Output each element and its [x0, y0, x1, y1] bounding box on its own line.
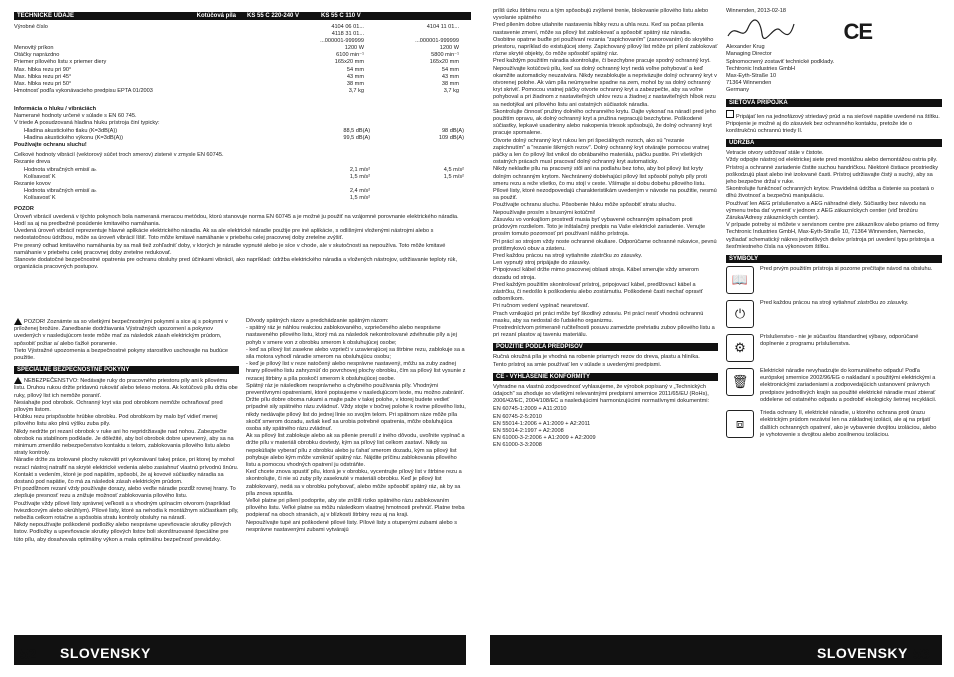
- spec-value-1: 1,5 m/s²: [349, 195, 371, 202]
- noise-block: [14, 106, 464, 274]
- intended-use-text: Ručná okružná píla je vhodná na robenie priamych rezov do dreva, plastu a hliníka. Tento prístroj sa smie používať len v súlade s uvedenými predpismi.: [493, 354, 700, 368]
- spec-value-1: 165x20 mm: [334, 59, 364, 66]
- spec-value-1: 38 mm: [346, 80, 364, 87]
- spec-row: [14, 88, 464, 95]
- ce-text: Vyhradne na vlastnú zodpovednosť vyhlasujeme, že výrobok popísaný v „Technických údajoch" sa zhoduje so všetkými relevantnými predpismi smernice 2011/65/EU (RoHs), 2006/42/EC, 2004/108/EC a nasledujúcimi harmonizujúcimi normatívnymi dokumentmi:: [493, 383, 710, 405]
- spec-value-1: 1200 W: [344, 45, 364, 52]
- spec-row: [14, 195, 464, 202]
- symbol-row: [726, 334, 942, 362]
- vibration-group-title: Rezanie dreva: [14, 159, 51, 166]
- special-safety-title: ŠPECIÁLNE BEZPEČNOSTNÉ POKYNY: [14, 366, 239, 374]
- spec-row: [14, 59, 464, 66]
- spec-value-2: 109 dB(A): [438, 134, 465, 141]
- symbols-list: [726, 266, 942, 439]
- unplug-icon: ⏻: [726, 300, 754, 328]
- spec-value-2: [370, 188, 464, 195]
- mains-text: Pripájať len na jednofázový striedavý prúd a na sieťové napätie uvedené na štítku. Pripojenie je možné aj do zásuviek bez ochranného kontaktu, pretože ide o konštrukčnú ochrannú triedy II.: [726, 113, 940, 135]
- left-page-number: 52: [20, 646, 37, 663]
- spec-label: Max. hĺbka rezu pri 90°: [14, 66, 72, 73]
- symbol-text: Elektrické náradie nevyhadzujte do komunálneho odpadu! Podľa európskej smernice 2002/96/EG o nakladaní s použitými elektrickými a elektronickými zariadeniami a zodpovedajúcich ustanovení právnych predpisov jednotlivých krajín sa použité elektrické náradie musí zbierať oddelene od ostatného odpadu a podrobiť ekologicky šetrnej recyklácii.: [760, 368, 937, 403]
- spec-value-2: 3,7 kg: [443, 87, 459, 94]
- maintenance-title: ÚDRŽBA: [726, 139, 942, 147]
- spec-value-2: 165x20 mm: [429, 59, 459, 66]
- spec-row: [14, 52, 464, 59]
- spec-row: [14, 167, 464, 174]
- symbol-text: Trieda ochrany II, elektrické náradie, u ktorého ochrana proti úrazu elektrickým prúdom nezávisí len na základnej izolácii, ale aj na prijatí ďalších ochranných opatrení, ako je vybavenie dvojitou izoláciou, alebo je vyhotovenie s dvojitou alebo zosilnenou izoláciou.: [760, 410, 937, 438]
- read-manual-icon: 📖: [726, 266, 754, 294]
- symbols-title: SYMBOLY: [726, 255, 942, 263]
- spec-value-2: 1,5 m/s²: [443, 173, 465, 180]
- spec-value-1: 4104 06 01...: [331, 24, 364, 30]
- right-page-number: 53: [913, 646, 930, 663]
- spec-row: [14, 128, 464, 135]
- special-safety-text-a: NEBEZPEČENSTVO: Nedávajte ruky do pracovného priestoru píly ani k pílovému listu. Druhou rukou držte prídavnú rukoväť alebo teleso motora. Ak kotúčovú pílu držia obe ruky, pílový list ich nemôže poraniť. Nesiahajte pod obrobok. Ochranný kryt vás pod obrobkom nemôže ochrañovať pred pílovým listom. Hrúbku rezu prispôsobte hrúbke obrobku. Pod obrobkom by malo byť vidieť menej pílového listu ako plnú výšku zuba píly. Nikdy nedržte pri rezaní obrobok v ruke ani ho nepridržiavajte nad nohou. Zabezpečte obrobok na stabilnom podklade. Je dôležité, aby bol obrobok dobre upevnený, aby sa na minimum zmenšilo nebezpečenstvo kontaktu s telom, zablokovania pílového listu alebo straty kontroly. Náradie držte za izolované plochy rukoväti pri vykonávaní takej práce, pri ktorej by mohol rezací nástroj natrafiť na skryté elektrické vedenia alebo zasiahnuť vlastnú prívodnú šnúru. Kontakt s vedením, ktoré je pod napätím, spôsobí, že aj kovové súčiastky náradia sa dostanú pod napätie, čo má za následok zásah elektrickým prúdom. Pri pozdĺžnom rezaní vždy používajte dorazy, alebo veďte náradie pozdĺž rovnej hrany. To zlepšuje presnosť rezu a znižuje možnosť zablokovania pílového listu. Používajte vždy pílové listy správnej veľkosti a s vhodným upínacím otvorom (napríklad hviezdicovým alebo okrúhlym). Pílové listy, ktoré sa nehodia k montážnym súčiastkam píly, nebežia celkom rotačne a spôsobia stratu kontroly obsluhy na náradí. Nikdy nepoužívajte poškodené podložky alebo nesprávne upevňovacie skrutky pílových listov. Podložky a upevňovacie skrutky pílových listov boli skonštruované špeciálne pre túto pílu, aby dosahovala optimálny výkon a mala optimálnu bezpečnosť prevádzky.: [14, 378, 239, 543]
- spec-value-1: 88,5 dB(A): [343, 127, 371, 134]
- spec-value-2: 38 mm: [441, 80, 459, 87]
- spec-value-2: [370, 195, 464, 202]
- spec-value-2: 5800 min⁻¹: [431, 52, 459, 59]
- warning-icon: [14, 318, 22, 325]
- spec-value-2: 1200 W: [439, 45, 459, 52]
- spec-value-2: 4104 11 01...: [426, 24, 459, 30]
- tech-header-models: KS 55 C 220-240 V KS 55 C 110 V: [239, 8, 471, 23]
- spec-value-1: 2,4 m/s²: [349, 188, 371, 195]
- ce-norm-item: EN 61000-3-3:2008: [493, 442, 542, 449]
- accessory-icon: ⚙: [726, 334, 754, 362]
- left-language-title: SLOVENSKY: [60, 645, 151, 661]
- spec-label: Kolísavosť K: [24, 195, 56, 202]
- warning-text: POZOR! Zoznámte sa so všetkými bezpečnostnými pokynmi a sice aj s pokynmi v priloženej brožúre. Zanedbanie dodržiavania Výstražných upozornení a pokynov uvedených v nasledujúcom texte môže mať za následok zásah elektrickým prúdom, spôsobiť požiar a/ alebo ťažké poranenie. Tieto Výstražné upozornenia a bezpečnostné pokyny starostlivo uschovajte na budúce použitie.: [14, 318, 229, 361]
- spec-value-1: 6100 min⁻¹: [336, 52, 364, 59]
- spec-row: [14, 31, 464, 38]
- tech-data-table: [14, 24, 464, 95]
- left-col-warnings: [14, 318, 239, 547]
- right-col1-text: príliš úzku štrbinu rezu a tým spôsobujú zvýšené trenie, blokovanie pílového listu alebo vyvolanie spätného Pred pílením dobre utiahnite nastavenia hĺbky rezu a uhla rezu. Keď sa počas pílenia nastavenie zmení, môže sa pílový list zablokovať a spôsobiť spätný ráz náradia. Osobitne opatrne buďte pri používaní rezania "zapichovaním" (zanorovaním) do skrytého priestoru, napríklad do existujúcej steny. Zapichovaný pílový list môže pri pílení zablokovať rôzne skryté objekty, čo môže spôsobiť spätný ráz. Pred každým použitím náradia skontrolujte, či bezchybne pracuje spodný ochranný kryt. Nepoužívajte kotúčovú pílu, keď sa dolný ochranný kryt nedá voľne pohybovať a keď okamžite automaticky neuzatvára. Nikdy nezablokujte a nepriväzujte dolný ochranný kryt v otvorenej polohe. Ak vám píla neúmyselne spadne na zem, mohol by sa dolný ochranný kryt skriviť. Pomocou vratnej páčky otvorte ochranný kryt a zabezpečte, aby sa voľne pohyboval a pri žiadnom z nastaviteľných uhlov rezu a žiadnej z nastaviteľných hĺbok rezu sa nedotýkal ani pílového listu ani ostatných súčiastok náradia. Skontrolujte činnosť pružiny dolného ochranného krytu. Dajte vykonať na náradí pred jeho použitím opravu, ak dolný ochranný kryt a pružina nepracujú bezchybne. Poškodené súčiastky, lepkavé usadeniny alebo nakopenia triesok spôsobujú, že dolný ochranný kryt pracuje spomalene. Otvorte dolný ochranný kryt rukou len pri špeciálnych rezoch, ako sú "rezanie zapichnutím" a "rezanie šikmých rezov". Dolný ochranný kryt otvárajte pomocou vratnej páčky a len čo pílový list vnikol do obrábaného materiálu, páčku pustite. Pri všetkých ostatných prácach musí pracovať dolný ochranný kryt automaticky. Nikdy nekladte pílu na pracovný stôl ani na podlahu bez toho, aby bol pílový list kryty dolným ochranným krytom. Nechránený dobiehajúci pílový list spôsobí pohyb píly proti smeru rezu a reže všetko, čo mu stojí v ceste. Všímajte si dobu dobehu pílového listu. Pílové listy, ktoré nezodpovedajú charakteristikám uvedeným v návode na použitie, nesmú sa použiť. Používajte ochranu sluchu. Pôsobenie hluku môže spôsobiť stratu sluchu. Nepoužívajte prosím s brusnými kotúčmi! Zásuvku vo vonkajšom prostredí musia byť vybavené ochranným spínačom proti prúdovým rozdielom. Toto je inštalačný predpis na Vaše elektrické zariadenie. Venujte prosím tomuto pozornosť pri používaní nášho prístroja. Pri prácí so strojom vždy noste ochranné okuliare. Odporúčame ochranné rukavice, pevnú protišmykovú obuv a zásteru. Pred každou prácou na stroji vytiahnite zástrčku zo zásuvky. Len vypnutý stroj pripájajte do zásuvky. Pripojovací kábel držte mimo pracovnej oblasti stroja. Kábel smerujte vždy smerom dozadu od stroja. Pred každým použitím skontrolovať prístroj, pripojovací kábel, predlžovací kábel a zástrčku, či nedošlo k poškodeniu alebo zostárnutiu. Poškodené časti nechať opraviť odborníkom. Pri ručnom vedení vypínač nearetovať. Prach vznikajúci pri práci môže byť škodlivý zdraviu. Pri prácí nesiť vhodnú ochrannú masku, aby sa nedostal do ľudského organizmu. Prostredníctvom primeraně ručiteľnosti posuvu zamedzte prehriatiu zubov pílového listu a pri rezaní plastov aj taveniu materiálu.: [493, 8, 718, 339]
- intended-use-title: POUŽITIE PODĽA PREDPISOV: [493, 343, 718, 351]
- ce-title: CE - VYHLÁSENIE KONFORMITY: [493, 373, 718, 381]
- danger-icon: [14, 377, 22, 384]
- ce-norm-item: EN 55014-2:1997 + A2:2008: [493, 427, 564, 434]
- spec-value-1: 4118 31 01...: [331, 31, 364, 38]
- spec-label: Menovitý príkon: [14, 45, 54, 52]
- noise-rows: [14, 128, 464, 142]
- spec-value-2: 54 mm: [441, 66, 459, 73]
- class-ii-icon: ⧈: [726, 410, 754, 438]
- right-col-2: [726, 8, 942, 445]
- vibration-groups: [14, 159, 464, 202]
- spec-value-2: 43 mm: [441, 73, 459, 80]
- spec-label: [14, 38, 244, 45]
- spec-label: Otáčky naprázdno: [14, 52, 60, 59]
- right-col-1: [493, 8, 718, 450]
- spec-label: Max. hĺbka rezu pri 50°: [14, 80, 72, 87]
- ce-norm-item: EN 55014-1:2006 + A1:2009 + A2:2011: [493, 420, 591, 427]
- spec-row: [14, 24, 464, 31]
- spec-label: Hladina akustického tlaku (K=3dB(A)): [24, 127, 118, 134]
- right-language-title: SLOVENSKY: [817, 645, 908, 661]
- spec-row: [14, 188, 464, 195]
- spec-value-2: 98 dB(A): [441, 127, 465, 134]
- left-col-1: [14, 8, 239, 23]
- sign-place-date: Winnenden, 2013-02-18: [726, 8, 787, 14]
- symbol-row: [726, 410, 942, 439]
- spec-label: Hmotnosť podľa vykonávacieho predpisu EPTA 01/2003: [14, 87, 153, 94]
- weee-bin-icon: 🗑: [726, 368, 754, 396]
- spec-label: Max. hĺbka rezu pri 45°: [14, 73, 72, 80]
- spec-label: Priemer pílového listu x priemer diery: [14, 59, 107, 66]
- spec-value-1: 3,7 kg: [348, 87, 364, 94]
- spec-label: Hodnota vibračných emisií aₕ: [24, 188, 97, 195]
- spec-row: [14, 74, 464, 81]
- spec-value-2: 4,5 m/s²: [443, 166, 465, 173]
- vibration-text: Celkové hodnoty vibrácií (vektorový súčet troch smerov) zistené v zmysle EN 60745.: [14, 152, 224, 159]
- special-safety-text-b: Dôvody spätných rázov a predchádzanie spätným rázom: - spätný ráz je náhlou reakciou zablokovaného, vzpriečeného alebo nesprávne nastaveného pílového listu, ktorý má za následok nekontrolované zdvihnutie píly a jej pohyb v smere von z obrobku smerom k obsluhujúcej osobe; - keď sa pílový list zasekne alebo vzprieči v uzavierajúcej sa štrbine rezu, zablokuje sa a sila motora vyhodí náradie smerom na obsluhujúcu osobu; - keď je pílový list v reze natočený alebo nesprávne nastavený, môžu sa zuby zadnej hrany pílového listu zahryznúť do povrchovej plochy obrobku, čím sa pílový list vysunie z rezacej štrbiny a píla poskočí smerom k obsluhujúcej osobe. Spätný ráz je následkom nesprávneho a chybného používania píly. Vhodnými preventívnymi opatreniami, ktoré popisujeme v nasledujúcom texte, mu možno zabrániť. Držte pílu dobre oboma rukami a majte paže v takej polohe, v ktorej budete vedieť prípadné sily spätného rázu zvládnuť. Vždy stojte v bočnej polohe k rovine pílového listu, nikdy nedávajte pílový list do jednej línie so svojím telom. Pri spätnom ráze môže píla skočiť smerom dozadu, avšak keď sa urobia potrebné opatrenia, môže obsluhujúca osoba sily spätného rázu zvládnuť. Ak sa pílový list zablokuje alebo ak sa pílenie preruší z iného dôvodu, uvoľnite vypínač a držte pílu v materiáli obrobku dovtedy, kým sa pílový list celkom zastaví. Nikdy sa nepokúšajte vyberať pílu z obrobku alebo ju ťahať smerom dozadu, kým sa pílový list pohybuje alebo kým môže vzniknúť spätný ráz. Nájdite príčinu zablokovania pílového listu a pomocou vhodných opatrení ju odstráňte. Keď chcete znova spustiť pílu, ktorá je v obrobku, vycentrujte pílový list v štrbine rezu a skontrolujte, či nie sú zuby píly zaseknuté v materiáli obrobku. Keď je pílový list zablokovaný, nedá sa v obrobku pohybovať, alebo môže spôsobiť spätný ráz, ak by sa píla znova spustila. Veľké platne pri pílení podoprite, aby ste znížili riziko spätného rázu zablokovaním pílového listu. Veľké platne sa môžu následkom vlastnej hmotnosti prehnúť. Platne treba podpierať na oboch stranách, aj v blízkosti štrbiny rezu aj na kraji. Nepoužívajte tupé ani poškodené pílové listy. Pílové listy s otupenými zubami alebo s nesprávne nastavenými zubami vytvárajú: [246, 318, 466, 533]
- spec-value-1: 43 mm: [346, 73, 364, 80]
- signature-image: [726, 18, 796, 44]
- ce-mark-icon: CE: [843, 18, 872, 44]
- vibration-group-title: Rezanie kovov: [14, 181, 51, 188]
- spec-value-1: 99,5 dB(A): [343, 134, 371, 141]
- left-col-kickback: [246, 318, 468, 537]
- maintenance-text: Vetracie otvory udržovať stále v čistote. Vždy odpojte nástroj od elektrickej siete pred montážou alebo demontážou ostria píly. Prístroj a ochranné zariadenie čistite suchou handričkou. Niektoré čistiace prostriedky poškodzujú plast alebo iné izolované časti. Prístroj udržiavajte čistý a suchý, aby sa jeho bezpečne držal v ruke. Skontrolujte funkčnosť ochranných krytov. Pravidelná údržba a čistenie sa postará o dlhú životnosť a bezpečnú manipuláciu. Používať len AEG príslušenstvo a AEG náhradné diely. Súčiastky bez návodu na výmenu treba dať vymeniť v jednom z AEG zákazníckych centier (viď brožúru Záruka/Adresy zákazníckych centier). V prípade potreby si môžete v servisnom centre pre zákazníkov alebo priamo od firmy Techtronic Industries GmbH, Max-Eyth-Straße 10, 71364 Winnenden, Nemecko, vyžiadať schematický nákres jednotlivých dielov prístroja pri uvedení typu prístroja a šesťmiestneho čísla na výkonovom štítku.: [726, 150, 939, 250]
- ce-norms-list: [493, 406, 718, 449]
- ce-norm-item: EN 61000-3-2:2006 + A1:2009 + A2:2009: [493, 435, 596, 442]
- spec-row: [14, 81, 464, 88]
- spec-row: [14, 67, 464, 74]
- ce-norm-item: EN 60745-2-5:2010: [493, 413, 542, 420]
- spec-row: [14, 38, 464, 45]
- spec-value-1: 2,1 m/s²: [349, 166, 371, 173]
- tech-header: TECHNICKÉ ÚDAJE Kotúčová píla: [14, 12, 239, 20]
- symbol-row: [726, 300, 942, 328]
- spec-value-2: [364, 31, 459, 38]
- spec-label: Kolísavosť K: [24, 173, 56, 180]
- signer-info: Alexander Krug Managing Director Splnomocnený zostaviť technické podklady. Techtronic Industries GmbH Max-Eyth-Straße 10 71364 Winnenden Germany: [726, 44, 835, 94]
- symbol-text: Pred prvým použitím prístroja si pozorne prečítajte návod na obsluhu.: [760, 266, 933, 273]
- spec-label: Hodnota vibračných emisií aₕ: [24, 166, 97, 173]
- spec-label: Hladina akustického výkonu (K=3dB(A)): [24, 134, 124, 141]
- spec-value-1: ...000001-999999: [320, 38, 364, 45]
- spec-row: [14, 135, 464, 142]
- symbol-row: [726, 368, 942, 404]
- noise-text: Namerané hodnoty určené v súlade s EN 60 745. V triede A posudzovaná hladina hluku prístroja činí typicky:: [14, 113, 160, 127]
- pozor-text: Úroveň vibrácií uvedená v týchto pokynoch bola nameraná meracou metódou, ktorú stanovuje norma EN 60745 a je možné ju použiť na vzájomné porovnanie elektrického náradia. Hodí sa aj na predbežné posúdenie kmitavého namáhania. Uvedená úroveň vibrácií reprezentuje hlavné aplikácie elektrického náradia. Ak sa ale elektrické náradie použije pre iné aplikácie, s odlišnými vloženými nástrojmi alebo s nedostatočnou údržbou, môže sa úroveň vibrácií líšiť. Toto môže kmitavé namáhanie v priebehu celej pracovnej doby zretelne zvýšiť. Pre presný odhad kmitavého namáhania by sa mali tiež zohľadniť doby, v ktorých je náradie vypnuté alebo je síce v chode, ale v skutočnosti sa nepoužíva. Toto môže kmitavé namáhanie v priebehu celej pracovnej doby zretelne redukovať. Stanovte dodatočné bezpečnostné opatrenia pre ochranu obsluhy pred účinkami vibrácií, ako napríklad: údržba elektrického náradia a vložených nástrojov, udržiavanie teploty rúk, organizácia pracovných postupov.: [14, 213, 459, 271]
- mains-title: SIEŤOVÁ PRÍPOJKA: [726, 99, 942, 107]
- pozor-title: POZOR: [14, 205, 34, 212]
- spec-row: [14, 45, 464, 52]
- spec-label: Výrobné číslo: [14, 24, 48, 30]
- spec-value-1: 54 mm: [346, 66, 364, 73]
- spec-row: [14, 174, 464, 181]
- spec-label: [14, 31, 244, 38]
- symbol-text: Pred každou prácou na stroji vytiahnuť zástrčku zo zásuvky.: [760, 300, 909, 307]
- noise-title: Informácia o hluku / vibráciách: [14, 106, 97, 112]
- class-ii-small-icon: [726, 110, 734, 118]
- ear-protection-note: Používajte ochranu sluchu!: [14, 142, 87, 149]
- symbol-row: [726, 266, 942, 294]
- ce-norm-item: EN 60745-1:2009 + A11:2010: [493, 406, 567, 413]
- spec-value-2: ...000001-999999: [415, 38, 459, 45]
- spec-value-1: 1,5 m/s²: [349, 173, 371, 180]
- symbol-text: Príslušenstvo - nie je súčasťou štandardnej výbavy, odporúčané doplnenie z programu príslušenstva.: [760, 334, 919, 348]
